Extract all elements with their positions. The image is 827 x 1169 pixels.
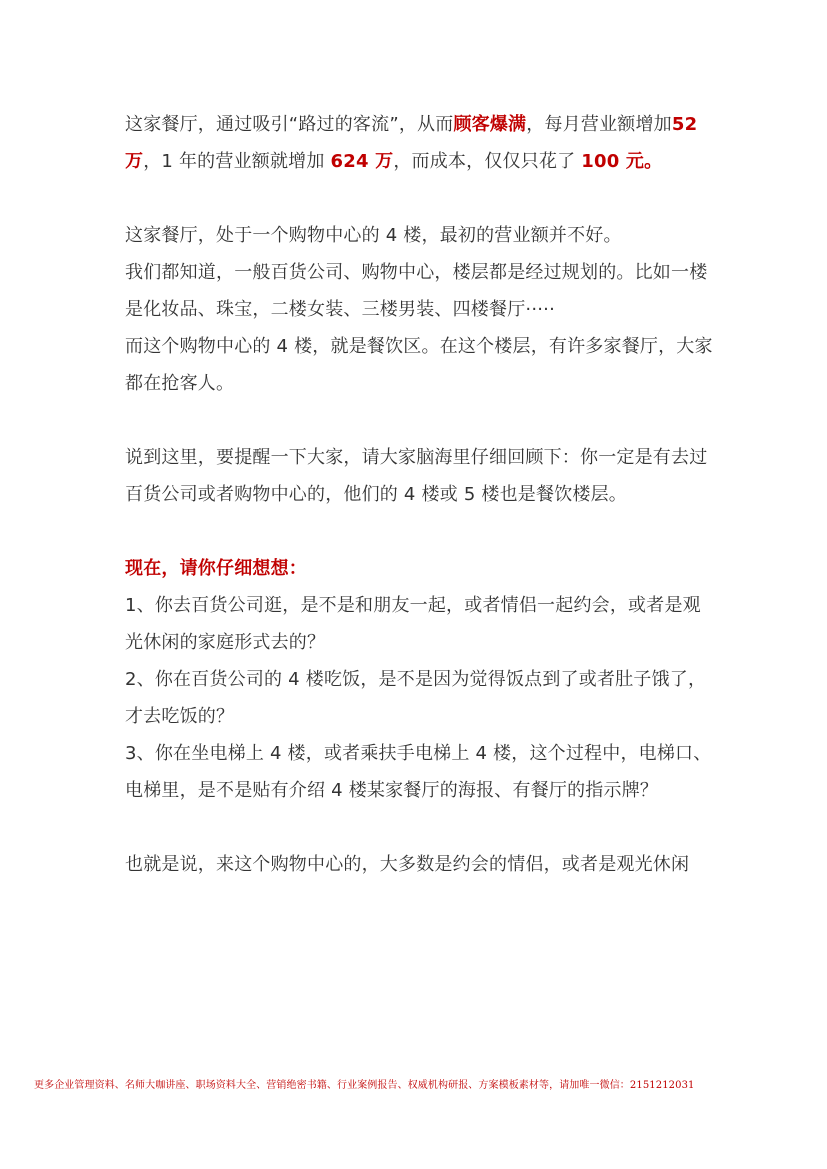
paragraph-gap [125, 513, 715, 550]
paragraph-gap [125, 402, 715, 439]
paragraph-revenue [125, 106, 715, 180]
list-item: 3、你在坐电梯上 4 楼，或者乘扶手电梯上 4 楼，这个过程中，电梯口、电梯里，是不是贴有介绍 4 楼某家餐厅的海报、有餐厅的指示牌？ [125, 743, 712, 801]
article-body [125, 106, 715, 883]
list-item: 2、你在百货公司的 4 楼吃饭，是不是因为觉得饭点到了或者肚子饿了，才去吃饭的？ [125, 669, 707, 727]
highlight-cost: 100 元。 [581, 151, 663, 172]
paragraph-gap [125, 180, 715, 217]
highlight-yearly-increase: 624 万 [330, 151, 394, 172]
footer-note: 更多企业管理资料、名师大咖讲座、职场资料大全、营销绝密书籍、行业案例报告、权威机构研报、方案模板素材等，请加唯一微信：2151212031 [34, 1080, 695, 1091]
highlight-monthly-increase: 52 万 [125, 114, 698, 172]
section-heading: 现在，请你仔细想想： [125, 558, 307, 579]
paragraph-conclusion: 也就是说，来这个购物中心的，大多数是约会的情侣，或者是观光休闲 [125, 854, 690, 875]
paragraph-floor-planning: 我们都知道，一般百货公司、购物中心，楼层都是经过规划的。比如一楼是化妆品、珠宝，二楼女装、三楼男装、四楼餐厅····· [125, 262, 708, 320]
text-segment: 这家餐厅，通过吸引“路过的客流”，从而 [125, 114, 454, 135]
text-segment: ，每月营业额增加 [526, 114, 672, 135]
paragraph-dining-area: 而这个购物中心的 4 楼，就是餐饮区。在这个楼层，有许多家餐厅，大家都在抢客人。 [125, 336, 713, 394]
text-segment: ，而成本，仅仅只花了 [393, 151, 582, 172]
highlight-customers-full: 顾客爆满 [453, 114, 527, 135]
paragraph-location: 这家餐厅，处于一个购物中心的 4 楼，最初的营业额并不好。 [125, 225, 622, 246]
paragraph-reminder: 说到这里，要提醒一下大家，请大家脑海里仔细回顾下：你一定是有去过百货公司或者购物中心的，他们的 4 楼或 5 楼也是餐饮楼层。 [125, 447, 708, 505]
paragraph-gap [125, 809, 715, 846]
text-segment: ，1 年的营业额就增加 [143, 151, 331, 172]
list-item: 1、你去百货公司逛，是不是和朋友一起，或者情侣一起约会，或者是观光休闲的家庭形式去的？ [125, 595, 701, 653]
